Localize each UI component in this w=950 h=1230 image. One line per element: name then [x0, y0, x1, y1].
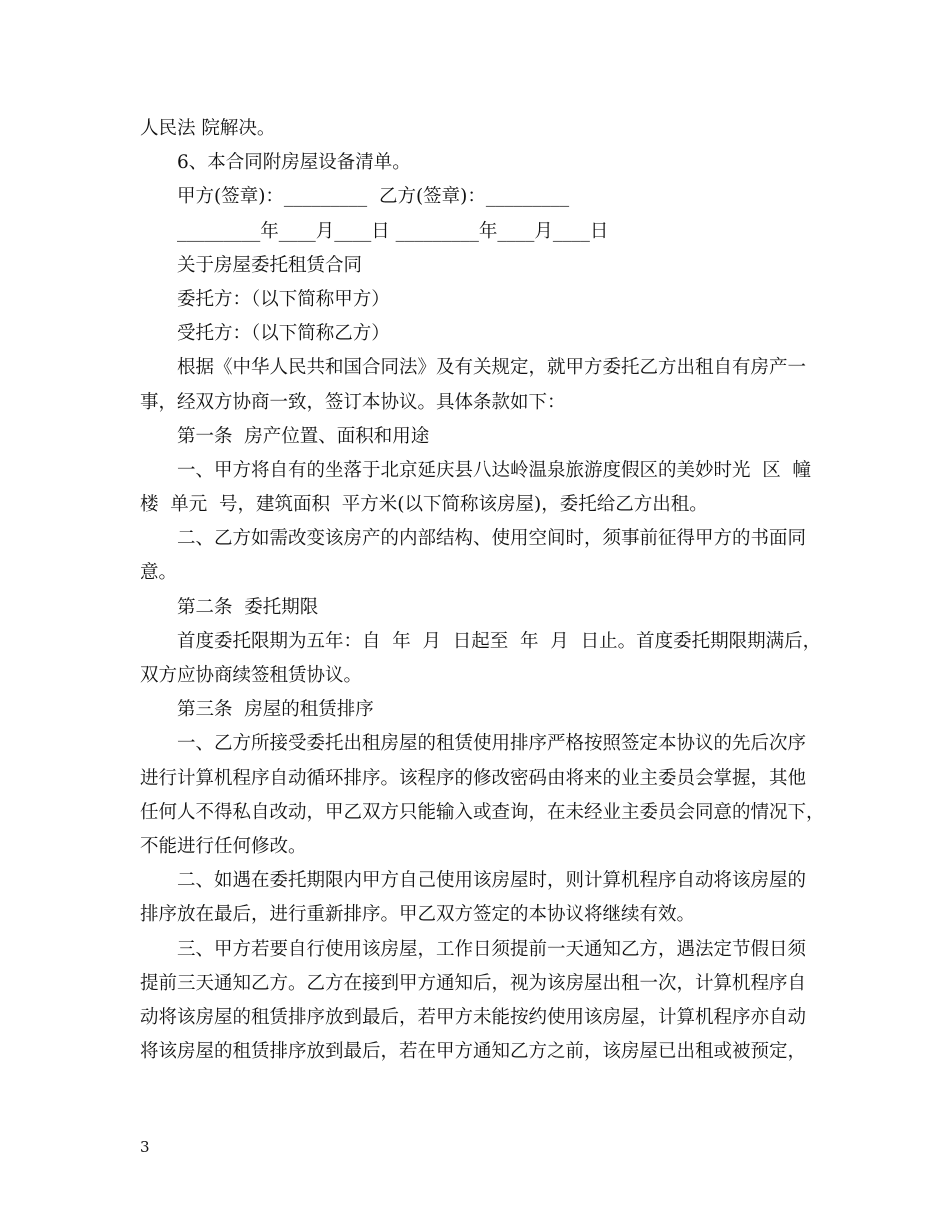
text-line: 将该房屋的租赁排序放到最后，若在甲方通知乙方之前，该房屋已出租或被预定， [140, 1041, 807, 1063]
text-line: 动将该房屋的租赁排序放到最后，若甲方未能按约使用该房屋，计算机程序亦自动 [140, 1006, 807, 1028]
text-line: 三、甲方若要自行使用该房屋，工作日须提前一天通知乙方，遇法定节假日须 [177, 938, 807, 960]
text-line: 受托方：（以下简称乙方） [177, 323, 390, 345]
text-line: 第二条 委托期限 [177, 596, 319, 618]
page-number: 3 [140, 1138, 150, 1156]
text-line: 事，经双方协商一致，签订本协议。具体条款如下： [140, 391, 566, 413]
text-line: 提前三天通知乙方。乙方在接到甲方通知后，视为该房屋出租一次，计算机程序自 [140, 972, 807, 994]
text-line: 任何人不得私自改动，甲乙双方只能输入或查询，在未经业主委员会同意的情况下， [140, 801, 825, 823]
text-line: 6、本合同附房屋设备清单。 [177, 152, 411, 174]
text-line: 一、乙方所接受委托出租房屋的租赁使用排序严格按照签定本协议的先后次序 [177, 733, 807, 755]
text-line: 甲方(签章)：_________ 乙方(签章)：_________ [177, 186, 570, 208]
text-line: 排序放在最后，进行重新排序。甲乙双方签定的本协议将继续有效。 [140, 904, 696, 926]
text-line: 意。 [140, 562, 178, 584]
text-line: 第三条 房屋的租赁排序 [177, 699, 374, 721]
text-line: 二、如遇在委托期限内甲方自己使用该房屋时，则计算机程序自动将该房屋的 [177, 870, 807, 892]
text-line: 第一条 房产位置、面积和用途 [177, 425, 430, 447]
text-line: 根据《中华人民共和国合同法》及有关规定，就甲方委托乙方出租自有房产一 [177, 357, 807, 379]
text-line: 人民法 院解决。 [140, 118, 276, 139]
text-line: 首度委托限期为五年：自 年 月 日起至 年 月 日止。首度委托期限期满后， [177, 630, 822, 652]
text-line: 进行计算机程序自动循环排序。该程序的修改密码由将来的业主委员会掌握，其他 [140, 767, 807, 789]
text-line: 不能进行任何修改。 [140, 835, 307, 857]
text-line: 双方应协商续签租赁协议。 [140, 665, 363, 686]
text-line: 二、乙方如需改变该房产的内部结构、使用空间时，须事前征得甲方的书面同 [177, 528, 807, 550]
text-line: 关于房屋委托租赁合同 [177, 254, 363, 276]
text-line: _________年____月____日 _________年____月____日 [177, 220, 609, 242]
document-body [140, 112, 825, 1069]
text-line: 一、甲方将自有的坐落于北京延庆县八达岭温泉旅游度假区的美妙时光 区 幢 [177, 459, 812, 481]
text-line: 楼 单元 号，建筑面积 平方米(以下简称该房屋)，委托给乙方出租。 [140, 494, 708, 516]
text-line: 委托方：（以下简称甲方） [177, 288, 390, 310]
